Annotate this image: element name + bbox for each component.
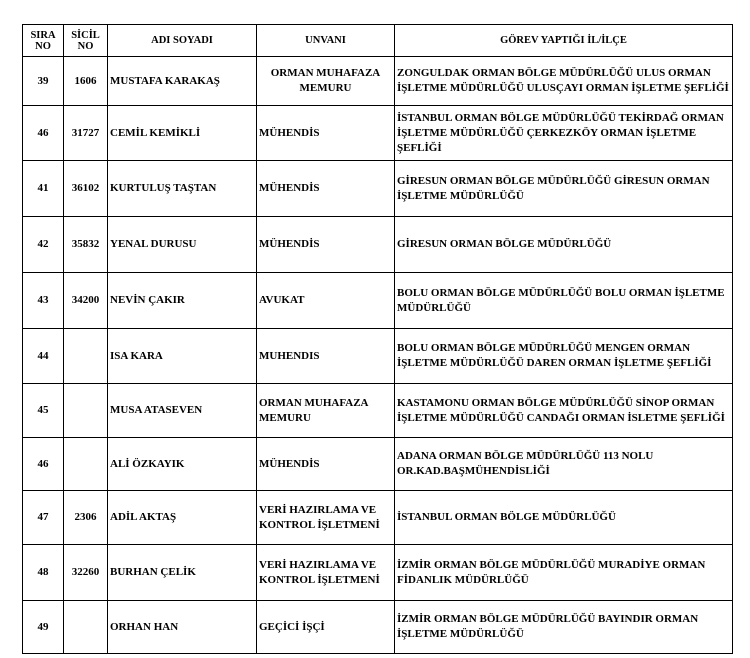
table-row [23,57,733,106]
cell-unvani: MÜHENDİS [257,217,395,273]
cell-sicil-no: 31727 [64,106,108,161]
cell-sicil-no: 2306 [64,491,108,545]
cell-adi-soyadi: CEMİL KEMİKLİ [108,106,257,161]
cell-adi-soyadi: NEVİN ÇAKIR [108,273,257,329]
cell-unvani: VERİ HAZIRLAMA VE KONTROL İŞLETMENİ [257,545,395,601]
table-header-row [23,25,733,57]
cell-sicil-no [64,438,108,491]
cell-sicil-no: 35832 [64,217,108,273]
cell-unvani: GEÇİCİ İŞÇİ [257,601,395,654]
header-adi-soyadi: ADI SOYADI [108,25,257,57]
cell-gorev-yeri: İSTANBUL ORMAN BÖLGE MÜDÜRLÜĞÜ [395,491,733,545]
cell-gorev-yeri: İZMİR ORMAN BÖLGE MÜDÜRLÜĞÜ BAYINDIR ORMAN İŞLETME MÜDÜRLÜĞÜ [395,601,733,654]
cell-gorev-yeri: ZONGULDAK ORMAN BÖLGE MÜDÜRLÜĞÜ ULUS ORMAN İŞLETME MÜDÜRLÜĞÜ ULUSÇAYI ORMAN İŞLETME ŞEFLİĞİ [395,57,733,106]
cell-sira-no: 49 [23,601,64,654]
cell-sicil-no [64,329,108,384]
cell-gorev-yeri: GİRESUN ORMAN BÖLGE MÜDÜRLÜĞÜ [395,217,733,273]
cell-sira-no: 47 [23,491,64,545]
table-row [23,491,733,545]
cell-gorev-yeri: İZMİR ORMAN BÖLGE MÜDÜRLÜĞÜ MURADİYE ORMAN FİDANLIK MÜDÜRLÜĞÜ [395,545,733,601]
table-row [23,329,733,384]
cell-unvani: AVUKAT [257,273,395,329]
cell-gorev-yeri: ADANA ORMAN BÖLGE MÜDÜRLÜĞÜ 113 NOLU OR.KAD.BAŞMÜHENDİSLİĞİ [395,438,733,491]
header-unvani: UNVANI [257,25,395,57]
cell-gorev-yeri: BOLU ORMAN BÖLGE MÜDÜRLÜĞÜ MENGEN ORMAN İŞLETME MÜDÜRLÜĞÜ DAREN ORMAN İŞLETME ŞEFLİĞİ [395,329,733,384]
table-row [23,545,733,601]
cell-sira-no: 41 [23,161,64,217]
cell-gorev-yeri: İSTANBUL ORMAN BÖLGE MÜDÜRLÜĞÜ TEKİRDAĞ ORMAN İŞLETME MÜDÜRLÜĞÜ ÇERKEZKÖY ORMAN İŞLETME ŞEFLİĞİ [395,106,733,161]
header-sicil-no: SİCİL NO [64,25,108,57]
cell-unvani: MUHENDIS [257,329,395,384]
cell-adi-soyadi: KURTULUŞ TAŞTAN [108,161,257,217]
header-sira-no: SIRA NO [23,25,64,57]
cell-adi-soyadi: ADİL AKTAŞ [108,491,257,545]
cell-sira-no: 44 [23,329,64,384]
cell-adi-soyadi: MUSA ATASEVEN [108,384,257,438]
cell-unvani: MÜHENDİS [257,161,395,217]
cell-gorev-yeri: KASTAMONU ORMAN BÖLGE MÜDÜRLÜĞÜ SİNOP ORMAN İŞLETME MÜDÜRLÜĞÜ CANDAĞI ORMAN İSLETME ŞEFLİĞİ [395,384,733,438]
table-row [23,106,733,161]
table-row [23,601,733,654]
cell-sira-no: 46 [23,438,64,491]
cell-sicil-no [64,601,108,654]
cell-sira-no: 43 [23,273,64,329]
cell-sicil-no: 32260 [64,545,108,601]
cell-adi-soyadi: MUSTAFA KARAKAŞ [108,57,257,106]
cell-sicil-no: 36102 [64,161,108,217]
table-row [23,217,733,273]
cell-unvani: ORMAN MUHAFAZA MEMURU [257,57,395,106]
cell-sira-no: 46 [23,106,64,161]
table-row [23,273,733,329]
cell-adi-soyadi: YENAL DURUSU [108,217,257,273]
table-row [23,161,733,217]
cell-unvani: MÜHENDİS [257,438,395,491]
cell-gorev-yeri: GİRESUN ORMAN BÖLGE MÜDÜRLÜĞÜ GİRESUN ORMAN İŞLETME MÜDÜRLÜĞÜ [395,161,733,217]
cell-sira-no: 39 [23,57,64,106]
cell-unvani: MÜHENDİS [257,106,395,161]
header-gorev-yeri: GÖREV YAPTIĞI İL/İLÇE [395,25,733,57]
cell-unvani: ORMAN MUHAFAZA MEMURU [257,384,395,438]
cell-sicil-no: 34200 [64,273,108,329]
cell-sicil-no [64,384,108,438]
cell-sira-no: 42 [23,217,64,273]
table-row [23,438,733,491]
cell-adi-soyadi: ALİ ÖZKAYIK [108,438,257,491]
table-row [23,384,733,438]
cell-adi-soyadi: ISA KARA [108,329,257,384]
cell-adi-soyadi: BURHAN ÇELİK [108,545,257,601]
personnel-table [22,24,733,654]
cell-sira-no: 48 [23,545,64,601]
cell-sira-no: 45 [23,384,64,438]
cell-gorev-yeri: BOLU ORMAN BÖLGE MÜDÜRLÜĞÜ BOLU ORMAN İŞLETME MÜDÜRLÜĞÜ [395,273,733,329]
cell-unvani: VERİ HAZIRLAMA VE KONTROL İŞLETMENİ [257,491,395,545]
cell-adi-soyadi: ORHAN HAN [108,601,257,654]
cell-sicil-no: 1606 [64,57,108,106]
